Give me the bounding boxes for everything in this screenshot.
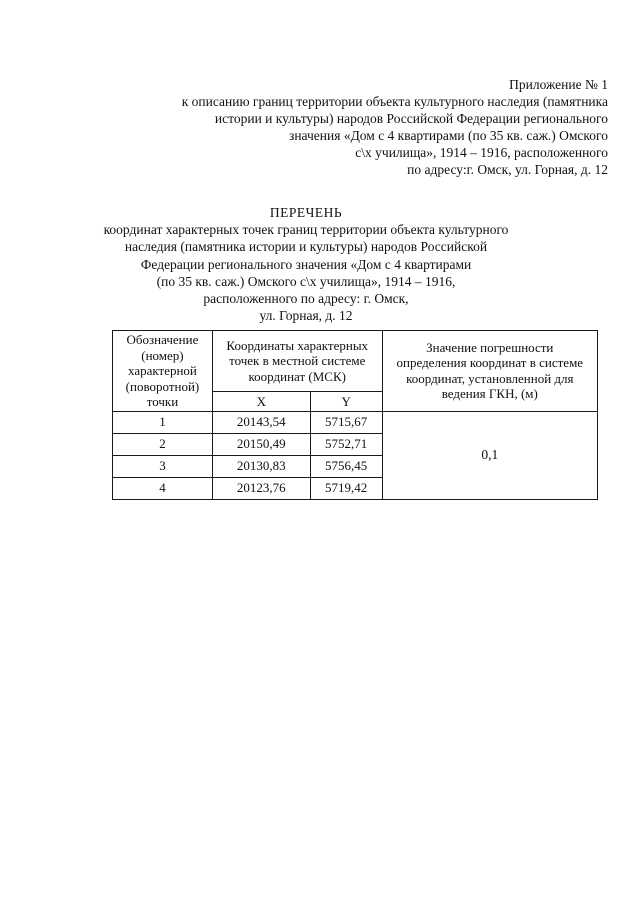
point-number-cell: 3	[113, 455, 213, 477]
header-point-number	[113, 331, 213, 412]
x-cell: 20143,54	[212, 411, 310, 433]
point-number-cell: 1	[113, 411, 213, 433]
header-line: точек в местной системе	[229, 353, 366, 369]
x-cell: 20130,83	[212, 455, 310, 477]
table-header-row	[113, 331, 598, 392]
heading-line: координат характерных точек границ территории объекта культурного	[103, 222, 509, 238]
appendix-line: по адресу:г. Омск, ул. Горная, д. 12	[407, 162, 608, 177]
header-line: Значение погрешности	[426, 339, 554, 355]
header-line: Обозначение	[126, 332, 199, 347]
table-row	[113, 411, 598, 433]
header-line: определения координат в системе	[396, 355, 584, 371]
header-line: координат (МСК)	[248, 368, 346, 384]
heading-line: (по 35 кв. саж.) Омского с\х училища», 1914 – 1916,	[156, 273, 456, 289]
header-x: X	[212, 392, 310, 411]
header-line: (номер)	[141, 347, 184, 363]
y-cell: 5752,71	[310, 433, 382, 455]
y-cell: 5719,42	[310, 477, 382, 499]
appendix-line: истории и культуры) народов Российской Федерации регионального	[214, 111, 608, 126]
heading-line: ул. Горная, д. 12	[259, 308, 353, 324]
header-error	[382, 331, 597, 412]
heading-line: наследия (памятника истории и культуры) народов Российской	[124, 239, 488, 255]
appendix-line: значения «Дом с 4 квартирами (по 35 кв. саж.) Омского	[289, 128, 608, 143]
x-cell: 20150,49	[212, 433, 310, 455]
header-line: координат, установленной для	[406, 370, 574, 386]
appendix-line: с\х училища», 1914 – 1916, расположенного	[355, 145, 608, 160]
appendix-line: Приложение № 1	[509, 77, 608, 92]
error-value-cell: 0,1	[382, 411, 597, 499]
list-heading	[96, 204, 516, 324]
point-number-cell: 2	[113, 433, 213, 455]
appendix-block	[138, 76, 608, 178]
list-title: ПЕРЕЧЕНЬ	[269, 205, 343, 220]
header-line: характерной	[128, 363, 197, 378]
y-cell: 5756,45	[310, 455, 382, 477]
header-y: Y	[310, 392, 382, 411]
appendix-line: к описанию границ территории объекта культурного наследия (памятника	[181, 94, 608, 109]
heading-line: расположенного по адресу: г. Омск,	[203, 291, 409, 307]
header-line: ведения ГКН, (м)	[441, 386, 538, 402]
header-line: точки	[146, 394, 179, 409]
y-cell: 5715,67	[310, 411, 382, 433]
header-line: (поворотной)	[125, 378, 200, 394]
coordinates-table	[112, 330, 598, 500]
point-number-cell: 4	[113, 477, 213, 499]
header-coordinates	[212, 331, 382, 392]
header-line: Координаты характерных	[226, 337, 369, 353]
x-cell: 20123,76	[212, 477, 310, 499]
heading-line: Федерации регионального значения «Дом с 4 квартирами	[140, 256, 472, 272]
